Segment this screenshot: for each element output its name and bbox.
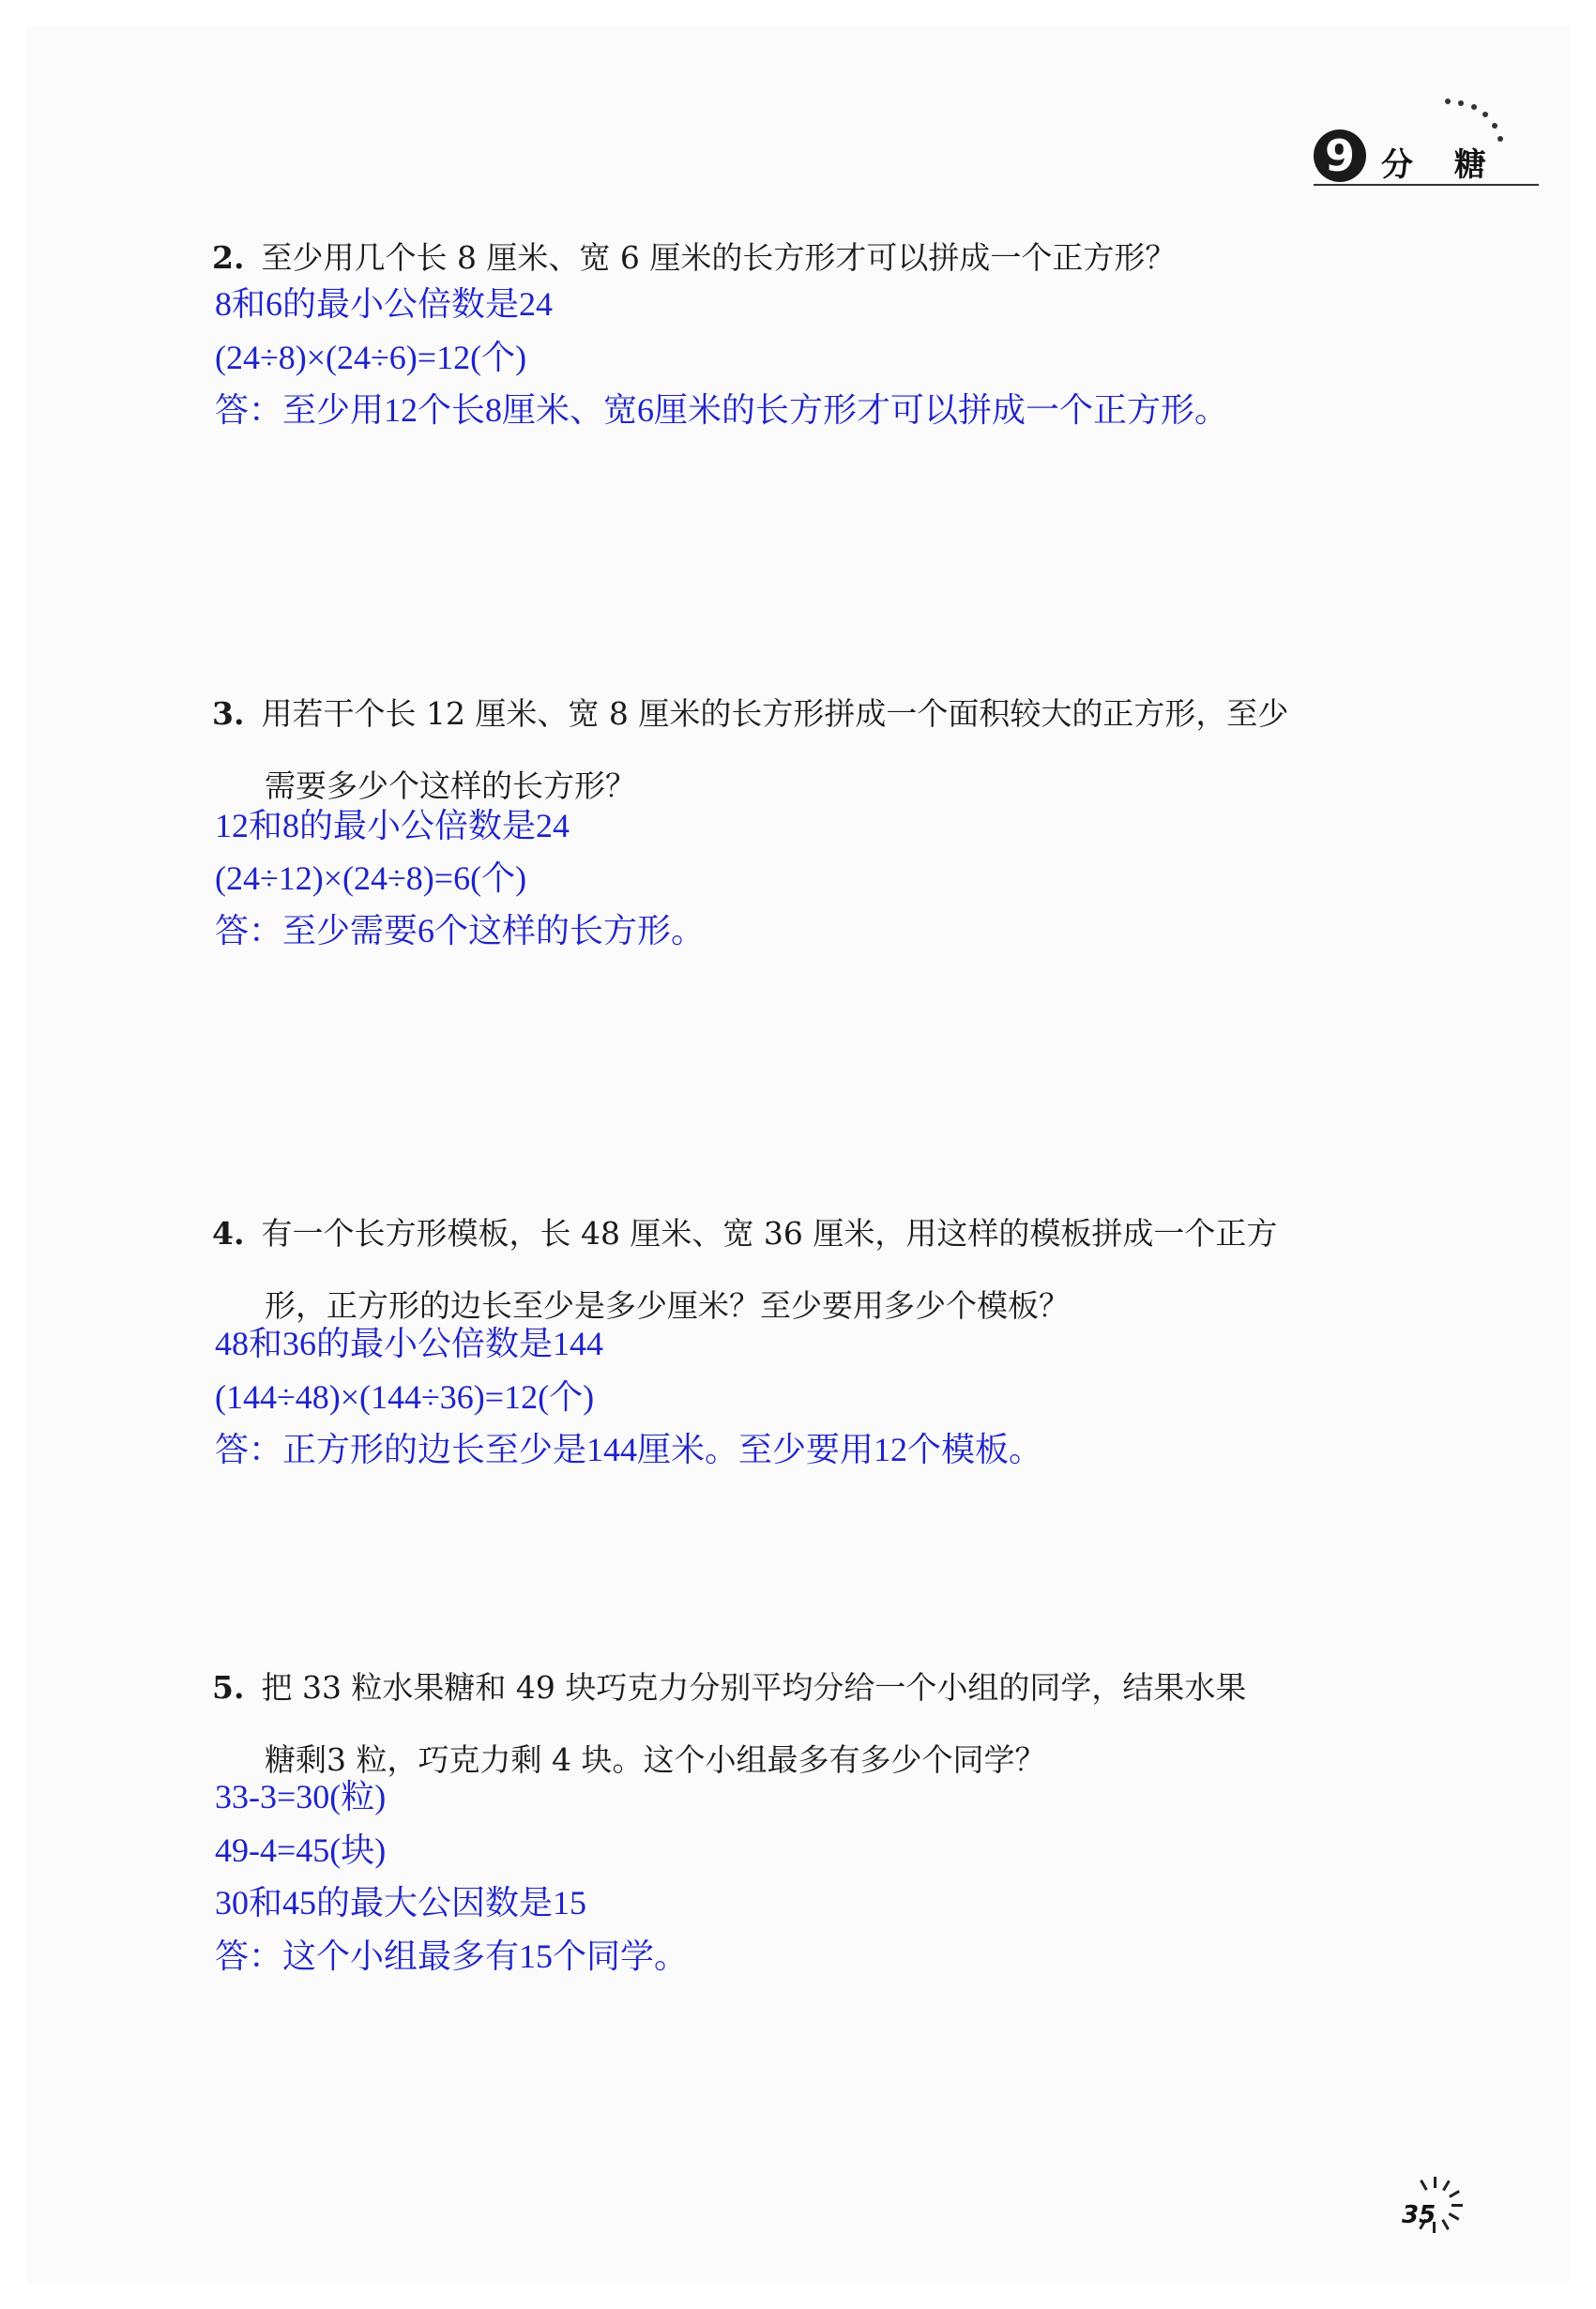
answer-line: 49-4=45(块) [215, 1831, 387, 1869]
question-text: 至少用几个长 8 厘米、宽 6 厘米的长方形才可以拼成一个正方形？ [261, 239, 1177, 276]
answer-line: 答：这个小组最多有15个同学。 [215, 1937, 689, 1975]
question-continuation: 需要多少个这样的长方形？ [265, 767, 636, 804]
answer-line: 答：至少用12个长8厘米、宽6厘米的长方形才可以拼成一个正方形。 [215, 391, 1229, 429]
question-continuation: 形，正方形的边长至少是多少厘米？至少要用多少个模板？ [265, 1287, 1070, 1324]
question-text: 把 33 粒水果糖和 49 块巧克力分别平均分给一个小组的同学，结果水果 [261, 1669, 1247, 1706]
answer-line: 48和36的最小公倍数是144 [215, 1325, 604, 1362]
question-number: 2. [212, 239, 245, 276]
answer-line: 8和6的最小公倍数是24 [215, 285, 554, 323]
question-text: 用若干个长 12 厘米、宽 8 厘米的长方形拼成一个面积较大的正方形，至少 [261, 695, 1289, 732]
answer-line: 答：正方形的边长至少是144厘米。至少要用12个模板。 [215, 1431, 1043, 1468]
answer-line: 30和45的最大公因数是15 [215, 1884, 587, 1922]
question-3 [212, 695, 1289, 732]
question-continuation: 糖剩3 粒，巧克力剩 4 块。这个小组最多有多少个同学？ [265, 1741, 1046, 1778]
page-number: 35 [1402, 2201, 1436, 2229]
question-number: 5. [212, 1669, 245, 1706]
question-number: 3. [212, 695, 245, 732]
answer-line: (24÷8)×(24÷6)=12(个) [215, 339, 527, 376]
question-4 [212, 1215, 1278, 1252]
question-2 [212, 239, 1177, 276]
answer-line: 答：至少需要6个这样的长方形。 [215, 912, 706, 949]
question-5 [212, 1669, 1247, 1706]
answer-line: 33-3=30(粒) [215, 1778, 387, 1815]
unit-number-badge: 9 [1314, 129, 1366, 182]
page-number-badge [1389, 2177, 1482, 2261]
answer-line: (144÷48)×(144÷36)=12(个) [215, 1378, 595, 1416]
unit-title: 分 糖 [1381, 146, 1501, 184]
answer-line: 12和8的最小公倍数是24 [215, 807, 570, 844]
header-rule [1314, 184, 1539, 186]
question-number: 4. [212, 1215, 245, 1252]
answer-line: (24÷12)×(24÷8)=6(个) [215, 859, 527, 897]
question-text: 有一个长方形模板，长 48 厘米、宽 36 厘米，用这样的模板拼成一个正方 [261, 1215, 1278, 1252]
